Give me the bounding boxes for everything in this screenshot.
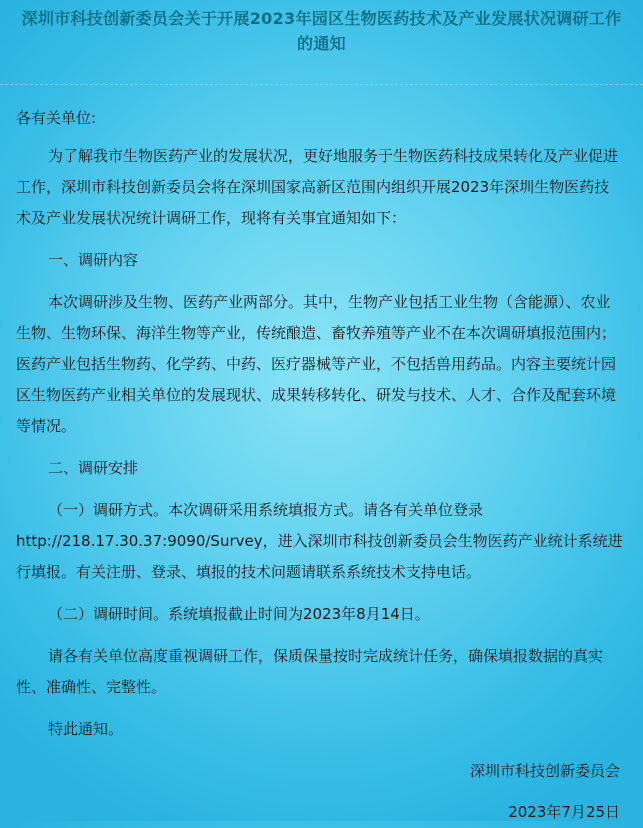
date-line: 2023年7月25日 [508,803,620,821]
closing-line: 特此通知。 [48,720,124,738]
section2-heading: 二、调研安排 [48,459,139,477]
intro-paragraph: 为了解我市生物医药产业的发展状况，更好地服务于生物医药科技成果转化及产业促进工作，深圳市科技创新委员会将在深圳国家高新区范围内组织开展2023年深圳生物医药技术及产业发展状况统计调研工作，现将有关事宜通知如下： [16,147,619,227]
document-title: 深圳市科技创新委员会关于开展2023年园区生物医药技术及产业发展状况调研工作的通知 [21,9,622,53]
method-prefix: （一）调研方式。本次调研采用系统填报方式。请各有关单位登录 [48,501,484,519]
request-paragraph: 请各有关单位高度重视调研工作，保质保量按时完成统计任务，确保填报数据的真实性、准确性、完整性。 [16,647,604,696]
section1-paragraph: 本次调研涉及生物、医药产业两部分。其中，生物产业包括工业生物（含能源）、农业生物、生物环保、海洋生物等产业，传统酿造、畜牧养殖等产业不在本次调研填报范围内；医药产业包括生物药、化学药、中药、医疗器械等产业，不包括兽用药品。内容主要统计园区生物医药产业相关单位的发展现状、成果转移转化、研发与技术、人才、合作及配套环境等情况。 [16,293,617,435]
method-suffix: ，进入深圳市科技创新委员会生物医药产业统计系统进行填报。有关注册、登录、填报的技术问题请联系系统技术支持电话。 [16,532,623,581]
survey-link[interactable]: http://218.17.30.37:9090/Survey [16,532,263,550]
signature: 深圳市科技创新委员会 [469,762,620,780]
title-block [0,6,643,68]
time-paragraph: （二）调研时间。系统填报截止时间为2023年8月14日。 [48,605,430,623]
salutation: 各有关单位: [16,109,97,127]
method-paragraph [16,495,624,588]
title-divider [0,84,643,85]
document-body [16,103,624,828]
section1-heading: 一、调研内容 [48,251,139,269]
